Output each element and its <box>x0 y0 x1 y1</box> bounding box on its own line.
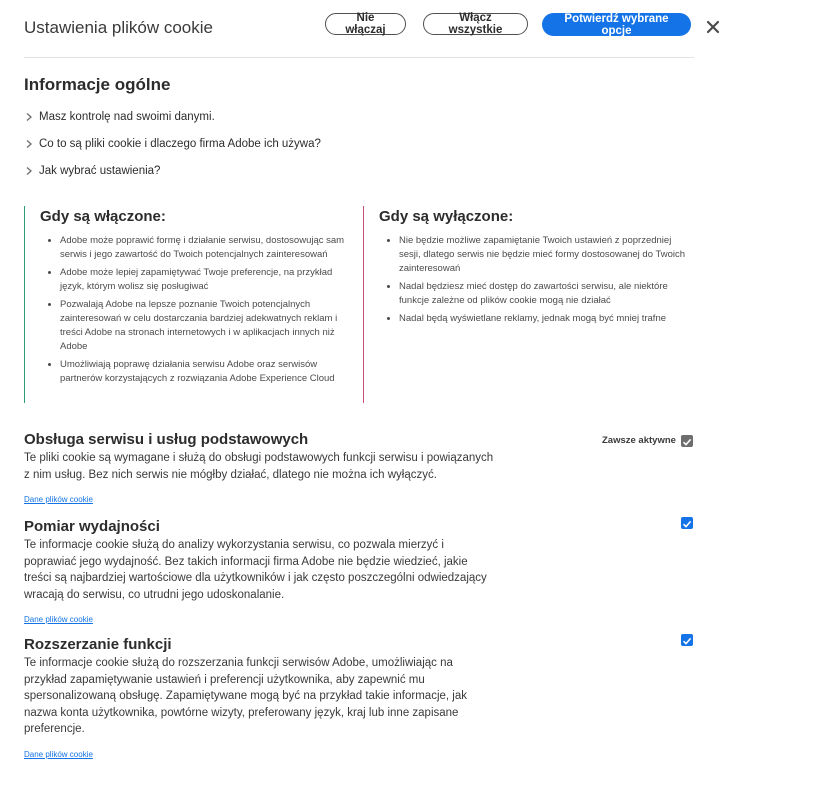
category-essential <box>24 431 694 507</box>
list-item: • Adobe może lepiej zapamiętywać Twoje preferencje, na przykład język, którym wolisz się posługiwać <box>60 266 345 294</box>
list-item: • Nadal będziesz mieć dostęp do zawartości serwisu, ale niektóre funkcje zależne od plików cookie mogą nie działać <box>399 280 689 308</box>
dialog-title: Ustawienia plików cookie <box>24 18 213 37</box>
enabled-column <box>24 206 344 403</box>
accordion-label: Jak wybrać ustawienia? <box>39 165 161 177</box>
disabled-title: Gdy są wyłączone: <box>379 208 514 225</box>
category-title: Obsługa serwisu i usług podstawowych <box>24 431 309 448</box>
accordion-label: Masz kontrolę nad swoimi danymi. <box>39 111 215 123</box>
category-description: Te informacje cookie służą do rozszerzania funkcji serwisów Adobe, umożliwiając na przykład zapamiętywanie ustawień i preferencji użytkownika, aby zapewnić mu spersonalizowaną obsługę. Zapamiętywane mogą być na przykład takie informacje, jak nazwa konta użytkownika, powtórne wizyty, preferowany język, kraj lub inne zapisane preferencje. <box>24 657 467 735</box>
list-item: • Nie będzie możliwe zapamiętanie Twoich ustawień z poprzedniej sesji, dlatego serwis nie będzie mieć formy dostosowanej do Twoich zainteresowań <box>399 234 689 276</box>
list-item: • Umożliwiają poprawę działania serwisu Adobe oraz serwisów partnerów korzystających z rozwiązania Adobe Experience Cloud <box>60 358 345 386</box>
dialog-header <box>24 0 694 58</box>
disabled-column <box>363 206 693 403</box>
cookie-details-link[interactable]: Dane plików cookie <box>24 615 93 624</box>
checkmark-icon <box>681 518 693 530</box>
category-performance <box>24 518 694 627</box>
list-item: • Nadal będą wyświetlane reklamy, jednak mogą być mniej trafne <box>399 312 689 326</box>
checkmark-icon <box>681 436 693 448</box>
category-title: Rozszerzanie funkcji <box>24 636 172 653</box>
category-description: Te informacje cookie służą do analizy wykorzystania serwisu, co pozwala mierzyć i poprawiać jego wydajność. Bez takich informacji firma Adobe nie będzie wiedzieć, jakie treści są najbardziej wartościowe dla użytkowników i jak często poszczególni odwiedzający wracają do serwisu, co utrudni jego udoskonalanie. <box>24 539 487 601</box>
performance-checkbox[interactable] <box>681 517 693 529</box>
enabled-title: Gdy są włączone: <box>40 208 166 225</box>
accordion-item-what-are-cookies[interactable] <box>24 138 321 150</box>
checkmark-icon <box>681 635 693 647</box>
chevron-right-icon <box>24 166 34 176</box>
list-item: • Adobe może poprawić formę i działanie serwisu, dostosowując sam serwis i jego zawartość do Twoich potencjalnych zainteresowań <box>60 234 345 262</box>
accept-all-button[interactable]: Włącz wszystkie <box>423 13 528 35</box>
accordion-label: Co to są pliki cookie i dlaczego firma Adobe ich używa? <box>39 138 321 150</box>
category-functionality <box>24 636 694 762</box>
cookie-details-link[interactable]: Dane plików cookie <box>24 749 93 759</box>
decline-button[interactable]: Nie włączaj <box>325 13 406 35</box>
chevron-right-icon <box>24 139 34 149</box>
list-item: • Pozwalają Adobe na lepsze poznanie Twoich potencjalnych zainteresowań w celu dostarczania bardziej adekwatnych reklam i treści Adobe na stronach internetowych i w aplikacjach innych niż Adobe <box>60 298 345 354</box>
confirm-selection-button[interactable]: Potwierdź wybrane opcje <box>542 13 691 36</box>
accordion-item-control[interactable] <box>24 111 215 123</box>
cookie-details-link[interactable]: Dane plików cookie <box>24 495 93 504</box>
general-info-title: Informacje ogólne <box>24 75 171 94</box>
category-description: Te pliki cookie są wymagane i służą do obsługi podstawowych funkcji serwisu i powiązanych z nim usług. Bez nich serwis nie mógłby działać, dlatego nie można ich wyłączyć. <box>24 452 494 481</box>
close-icon[interactable] <box>706 20 720 34</box>
accordion-item-how-to-choose[interactable] <box>24 165 160 177</box>
enabled-list <box>40 234 345 390</box>
always-active-label: Zawsze aktywne <box>602 435 676 446</box>
chevron-right-icon <box>24 112 34 122</box>
essential-checkbox <box>681 435 693 447</box>
category-title: Pomiar wydajności <box>24 518 160 535</box>
disabled-list <box>379 234 689 330</box>
functionality-checkbox[interactable] <box>681 634 693 646</box>
